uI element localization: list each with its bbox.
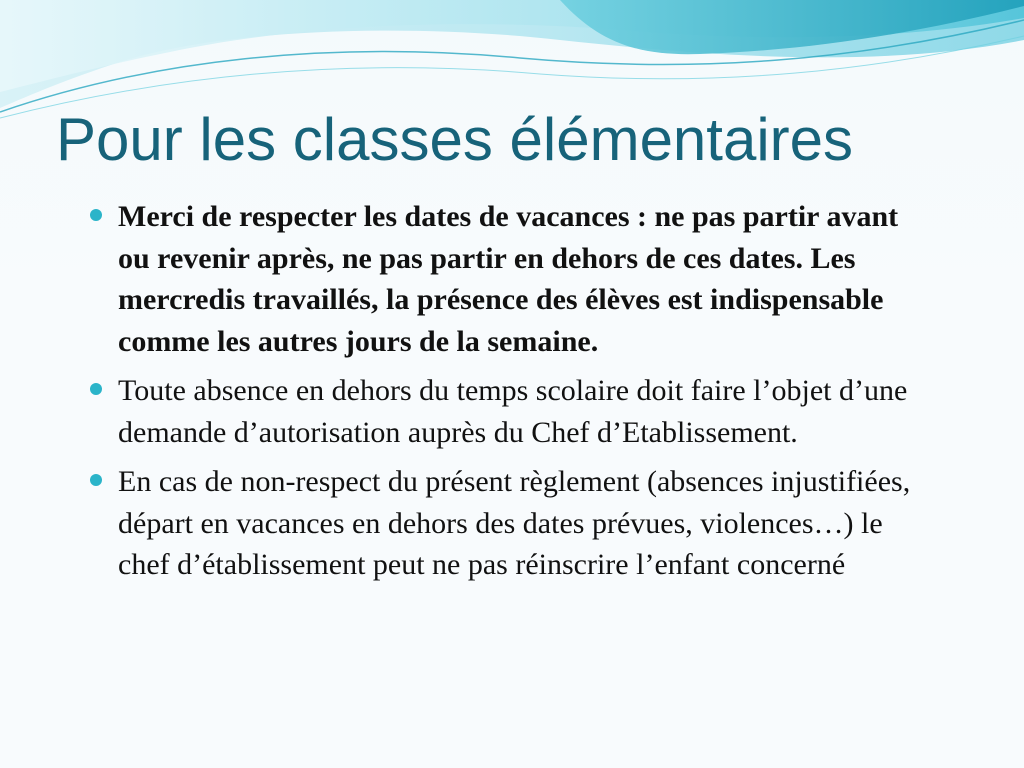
bullet-item-absence-request [88,370,928,453]
bullet-text: Merci de respecter les dates de vacances : ne pas partir avant ou revenir après, ne pas partir en dehors de ces dates. Les mercredis travaillés, la présence des élèves est indispensable comme les autres jours de la semaine. [118,200,899,358]
bullet-item-non-compliance [88,461,928,586]
slide-title: Pour les classes élémentaires [56,106,854,173]
bullet-text: Toute absence en dehors du temps scolaire doit faire l’objet d’une demande d’autorisation auprès du Chef d’Etablissement. [118,374,908,449]
bullet-marker-icon [90,474,102,486]
bullet-item-vacation-dates [88,196,928,362]
bullet-marker-icon [90,383,102,395]
bullet-text: En cas de non-respect du présent règlement (absences injustifiées, départ en vacances en dehors des dates prévues, violences…) le chef d’établissement peut ne pas réinscrire l’enfant concerné [118,465,911,581]
bullet-marker-icon [90,209,102,221]
bullet-list [88,196,928,594]
